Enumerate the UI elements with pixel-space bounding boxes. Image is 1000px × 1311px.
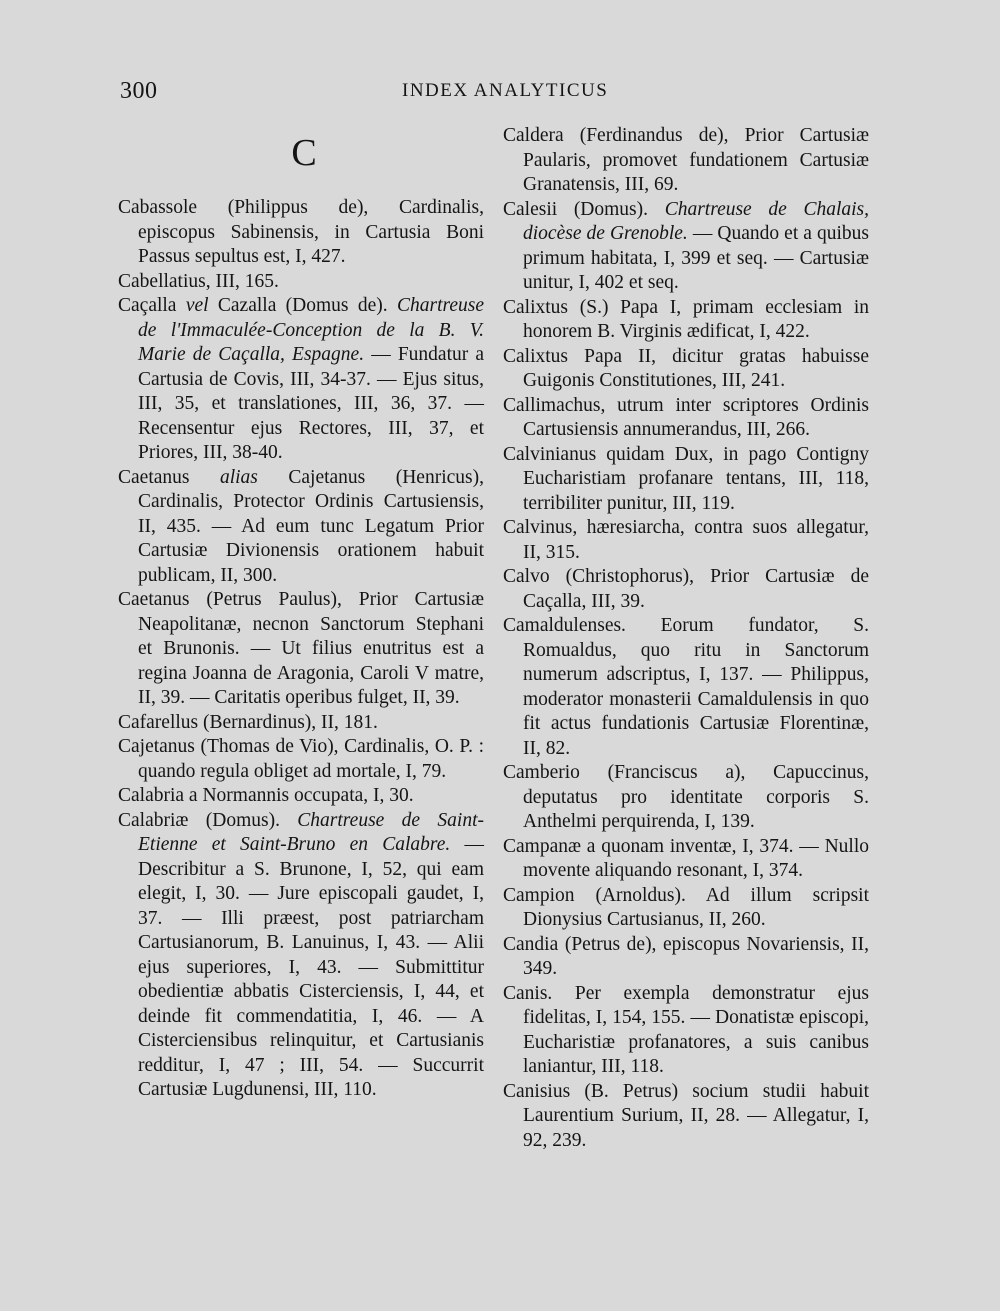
index-entry: Cajetanus (Thomas de Vio), Cardinalis, O. P. : quando regula obliget ad mortale, I, 79. bbox=[118, 736, 484, 782]
right-column bbox=[503, 124, 869, 1153]
index-entry: Calvinus, hæresiarcha, contra suos allegatur, II, 315. bbox=[503, 517, 869, 563]
index-entry: Cafarellus (Bernardinus), II, 181. bbox=[118, 711, 378, 733]
index-entry: Calabriæ (Domus). Chartreuse de Saint-Etienne et Saint-Bruno en Calabre. — Describitur a S. Brunone, I, 52, qui eam elegit, I, 30. — Jure episcopali gaudet, I, 37. — Illi præest, post patriarcham Cartusianorum, B. Lanuinus, I, 43. — Alii ejus superiores, I, 43. — Submittitur obedientiæ abbatis Cisterciensis, I, 44, et deinde fit commendatitia, I, 46. — A Cisterciensibus relinquitur, et Cartusianis redditur, I, 47 ; III, 54. — Succurrit Cartusiæ Lugdunensi, III, 110. bbox=[118, 809, 485, 1100]
index-entry: Canis. Per exempla demonstratur ejus fidelitas, I, 154, 155. — Donatistæ episcopi, Eucharistiæ profanatores, a suis canibus laniantur, III, 118. bbox=[503, 982, 869, 1077]
section-letter: C bbox=[291, 132, 317, 174]
index-entry: Caetanus (Petrus Paulus), Prior Cartusiæ Neapolitanæ, necnon Sanctorum Stephani et Brunonis. — Ut filius enutritus est a regina Joanna de Aragonia, Caroli V matre, II, 39. — Caritatis operibus fulget, II, 39. bbox=[118, 589, 484, 708]
index-entry: Callimachus, utrum inter scriptores Ordinis Cartusiensis annumerandus, III, 266. bbox=[503, 394, 869, 440]
index-entry: Caçalla vel Cazalla (Domus de). Chartreuse de l'Immaculée-Conception de la B. V. Marie de Caçalla, Espagne. — Fundatur a Cartusia de Covis, III, 34-37. — Ejus situs, III, 35, et translationes, III, 36, 37. — Recensentur ejus Rectores, III, 37, et Priores, III, 38-40. bbox=[118, 295, 484, 463]
index-entry: Calixtus (S.) Papa I, primam ecclesiam in honorem B. Virginis ædificat, I, 422. bbox=[503, 296, 869, 342]
index-entry: Calabria a Normannis occupata, I, 30. bbox=[118, 785, 414, 806]
left-column bbox=[118, 128, 484, 1103]
index-entry: Calvo (Christophorus), Prior Cartusiæ de Caçalla, III, 39. bbox=[503, 566, 869, 612]
index-entry: Campanæ a quonam inventæ, I, 374. — Nullo movente aliquando resonant, I, 374. bbox=[503, 835, 869, 881]
index-entry: Campion (Arnoldus). Ad illum scripsit Dionysius Cartusianus, II, 260. bbox=[503, 884, 869, 930]
index-entry: Cabassole (Philippus de), Cardinalis, episcopus Sabinensis, in Cartusia Boni Passus sepultus est, I, 427. bbox=[118, 197, 484, 267]
index-entry: Calesii (Domus). Chartreuse de Chalais, diocèse de Grenoble. — Quando et a quibus primum habitata, I, 399 et seq. — Cartusiæ unitur, I, 402 et seq. bbox=[503, 198, 869, 293]
index-entry: Calixtus Papa II, dicitur gratas habuisse Guigonis Constitutiones, III, 241. bbox=[503, 345, 869, 391]
index-entry: Caetanus alias Cajetanus (Henricus), Cardinalis, Protector Ordinis Cartusiensis, II, 435. — Ad eum tunc Legatum Prior Cartusiæ Divionensis orationem habuit publicam, II, 300. bbox=[118, 466, 484, 586]
index-entry: Camaldulenses. Eorum fundator, S. Romualdus, quo ritu in Sanctorum numerum adscriptus, I, 137. — Philippus, moderator monasterii Camaldulensis in quo fit actus fundationis Cartusiæ Florentinæ, II, 82. bbox=[503, 615, 869, 759]
running-title: INDEX ANALYTICUS bbox=[402, 80, 609, 101]
index-entry: Canisius (B. Petrus) socium studii habuit Laurentium Surium, II, 28. — Allegatur, I, 92, 239. bbox=[503, 1080, 869, 1151]
index-entry: Camberio (Franciscus a), Capuccinus, deputatus pro identitate corporis S. Anthelmi perquirenda, I, 139. bbox=[503, 762, 869, 832]
index-entry: Candia (Petrus de), episcopus Novariensis, II, 349. bbox=[503, 933, 869, 979]
index-entry: Cabellatius, III, 165. bbox=[118, 270, 279, 292]
index-entry: Caldera (Ferdinandus de), Prior Cartusiæ Paularis, promovet fundationem Cartusiæ Granatensis, III, 69. bbox=[503, 125, 869, 195]
index-entry: Calvinianus quidam Dux, in pago Contigny Eucharistiam profanare tentans, III, 118, terribiliter punitur, III, 119. bbox=[503, 443, 869, 514]
page-number: 300 bbox=[120, 78, 158, 104]
